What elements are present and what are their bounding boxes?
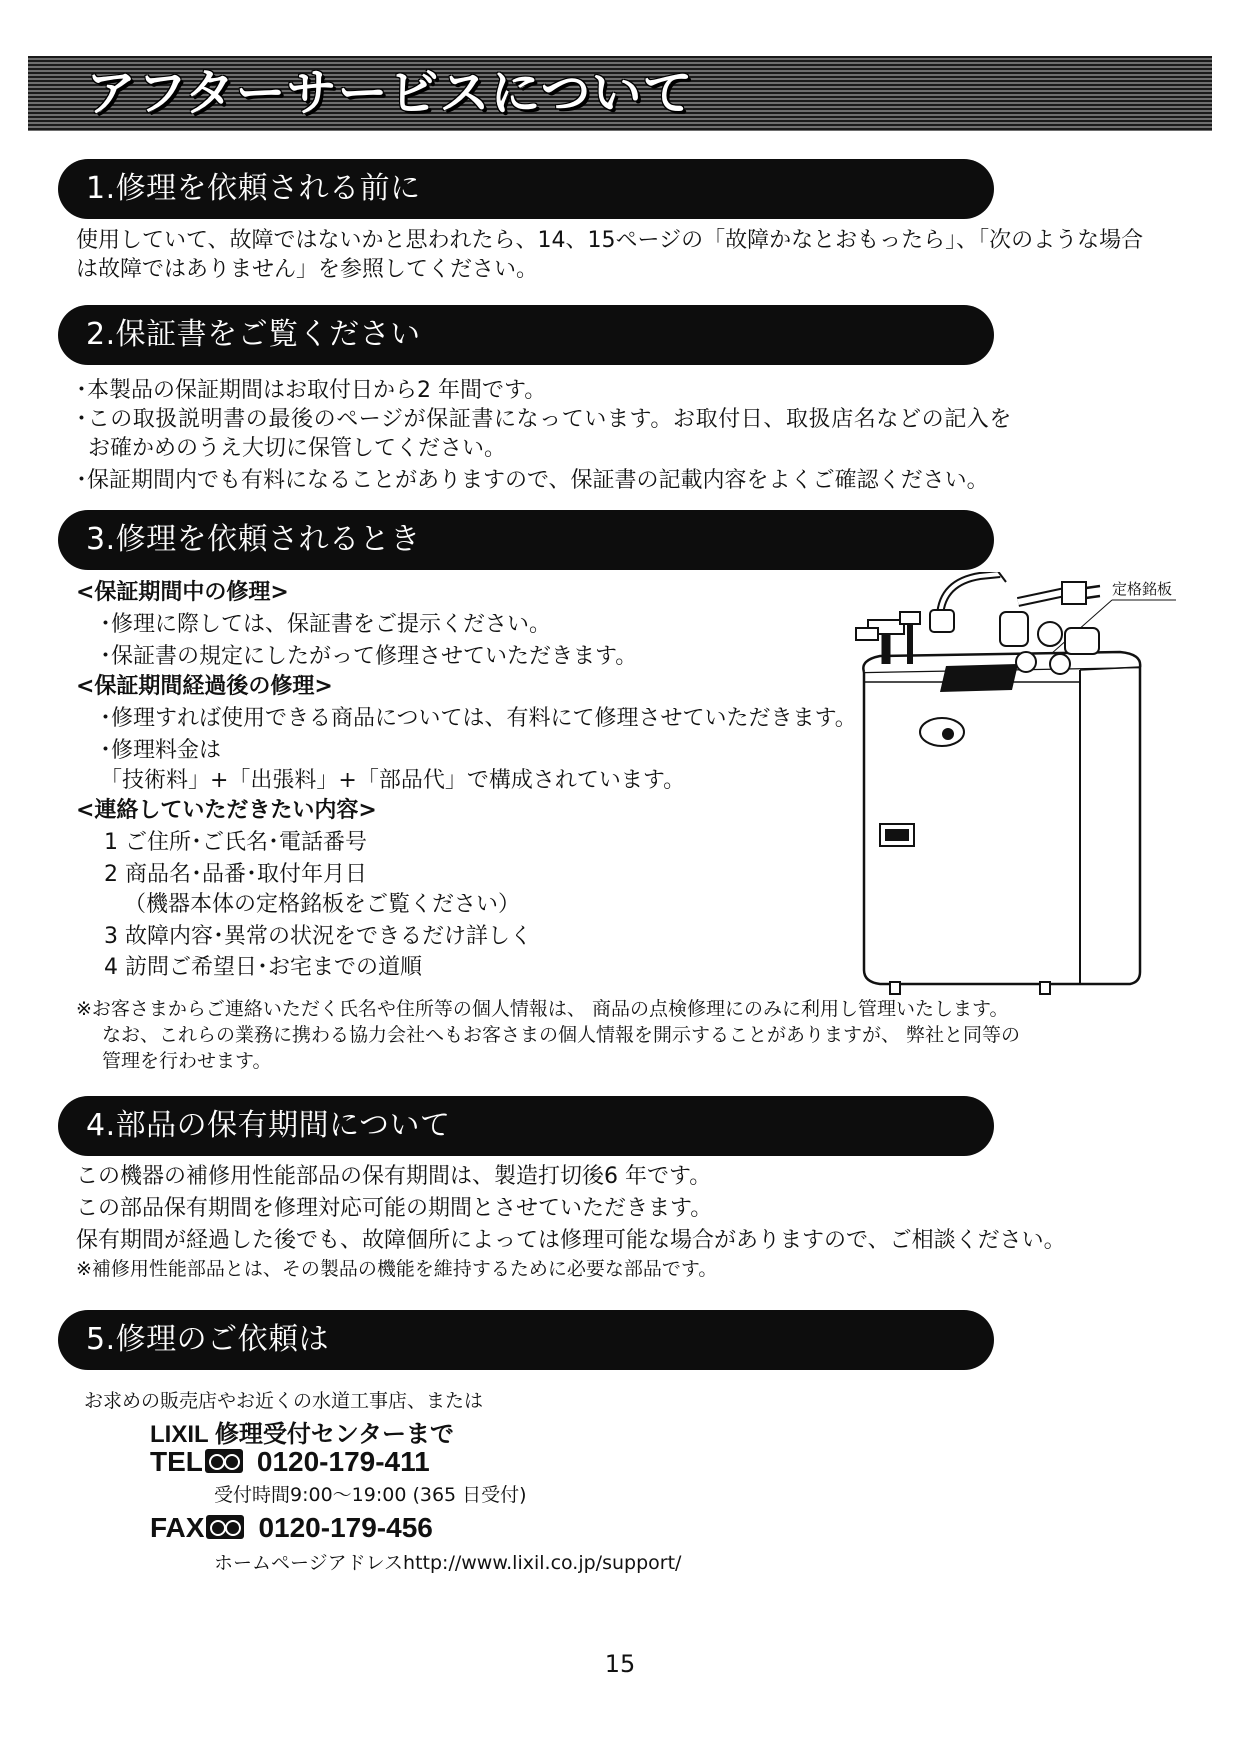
section-3-heading-text: 3.修理を依頼されるとき (86, 522, 421, 557)
support-website[interactable]: ホームページアドレスhttp://www.lixil.co.jp/support/ (214, 1552, 682, 1574)
free-dial-icon (206, 1515, 244, 1539)
privacy-note-line-1: ※お客さまからご連絡いただく氏名や住所等の個人情報は、 商品の点検修理にのみに利用し管理いたします。 (76, 998, 1009, 1020)
section-1-heading-text: 1.修理を依頼される前に (86, 171, 421, 206)
tel-line (150, 1446, 430, 1478)
water-heater-illustration (850, 572, 1190, 1002)
section-1-line-2: は故障ではありません」を参照してください。 (76, 257, 539, 282)
section-2-line-1: ･本製品の保証期間はお取付日から2 年間です。 (76, 378, 547, 403)
fax-line (150, 1512, 433, 1544)
fax-label: FAX (150, 1512, 205, 1543)
tel-number[interactable]: 0120-179-411 (256, 1446, 430, 1477)
reception-hours: 受付時間9:00～19:00 (365 日受付) (214, 1484, 527, 1506)
post-warranty-line-1: ･修理すれば使用できる商品については、有料にて修理させていただきます。 (100, 706, 857, 731)
section-3-heading (58, 510, 994, 570)
section-4-line-1: この機器の補修用性能部品の保有期間は、製造打切後6 年です。 (76, 1164, 712, 1189)
contact-item-4: 4 訪問ご希望日･お宅までの道順 (104, 955, 422, 980)
section-1-line-1: 使用していて、故障ではないかと思われたら、14、15ページの「故障かなとおもったら」、「次のような場合 (76, 228, 1144, 253)
privacy-note-line-2: なお、これらの業務に携わる協力会社へもお客さまの個人情報を開示することがありますが、 弊社と同等の (102, 1024, 1021, 1046)
contact-item-2: 2 商品名･品番･取付年月日 (104, 862, 367, 887)
page-number: 15 (604, 1650, 636, 1678)
contact-info-heading: <連絡していただきたい内容> (76, 798, 377, 823)
warranty-period-line-2: ･保証書の規定にしたがって修理させていただきます。 (100, 644, 638, 669)
section-4-heading (58, 1096, 994, 1156)
free-dial-icon (205, 1449, 243, 1473)
section-4-line-2: この部品保有期間を修理対応可能の期間とさせていただきます。 (76, 1196, 713, 1221)
fax-number[interactable]: 0120-179-456 (258, 1512, 433, 1543)
warranty-period-line-1: ･修理に際しては、保証書をご提示ください。 (100, 612, 552, 637)
repair-request-intro: お求めの販売店やお近くの水道工事店、または (84, 1390, 484, 1412)
post-warranty-repair-heading: <保証期間経過後の修理> (76, 674, 333, 699)
section-4-note: ※補修用性能部品とは、その製品の機能を維持するために必要な部品です。 (76, 1258, 718, 1280)
section-5-heading (58, 1310, 994, 1370)
repair-center-name: LIXIL 修理受付センターまで (150, 1421, 454, 1448)
warranty-period-repair-heading: <保証期間中の修理> (76, 580, 289, 605)
section-5-heading-text: 5.修理のご依頼は (86, 1322, 330, 1357)
contact-item-2-note: （機器本体の定格銘板をご覧ください） (124, 892, 521, 917)
privacy-note-line-3: 管理を行わせます。 (102, 1050, 272, 1072)
section-1-heading (58, 159, 994, 219)
rating-plate-label: 定格銘板 (1112, 580, 1173, 598)
page-title-bar (28, 56, 1212, 131)
contact-item-3: 3 故障内容･異常の状況をできるだけ詳しく (104, 924, 532, 949)
section-4-heading-text: 4.部品の保有期間について (86, 1108, 451, 1143)
section-4-line-3: 保有期間が経過した後でも、故障個所によっては修理可能な場合がありますので、ご相談ください。 (76, 1228, 1066, 1253)
section-2-heading (58, 305, 994, 365)
page-title: アフターサービスについて (86, 64, 694, 122)
post-warranty-line-2: ･修理料金は (100, 738, 222, 763)
contact-item-1: 1 ご住所･ご氏名･電話番号 (104, 830, 367, 855)
section-2-line-4: ･保証期間内でも有料になることがありますので、保証書の記載内容をよくご確認ください。 (76, 468, 989, 493)
tel-label: TEL (150, 1446, 203, 1477)
post-warranty-line-3: 「技術料」+「出張料」+「部品代」で構成されています。 (100, 768, 686, 793)
section-2-heading-text: 2.保証書をご覧ください (86, 317, 421, 352)
section-2-line-3: お確かめのうえ大切に保管してください。 (88, 436, 507, 461)
section-2-line-2: ･この取扱説明書の最後のページが保証書になっています。お取付日、取扱店名などの記入を (76, 407, 1013, 432)
